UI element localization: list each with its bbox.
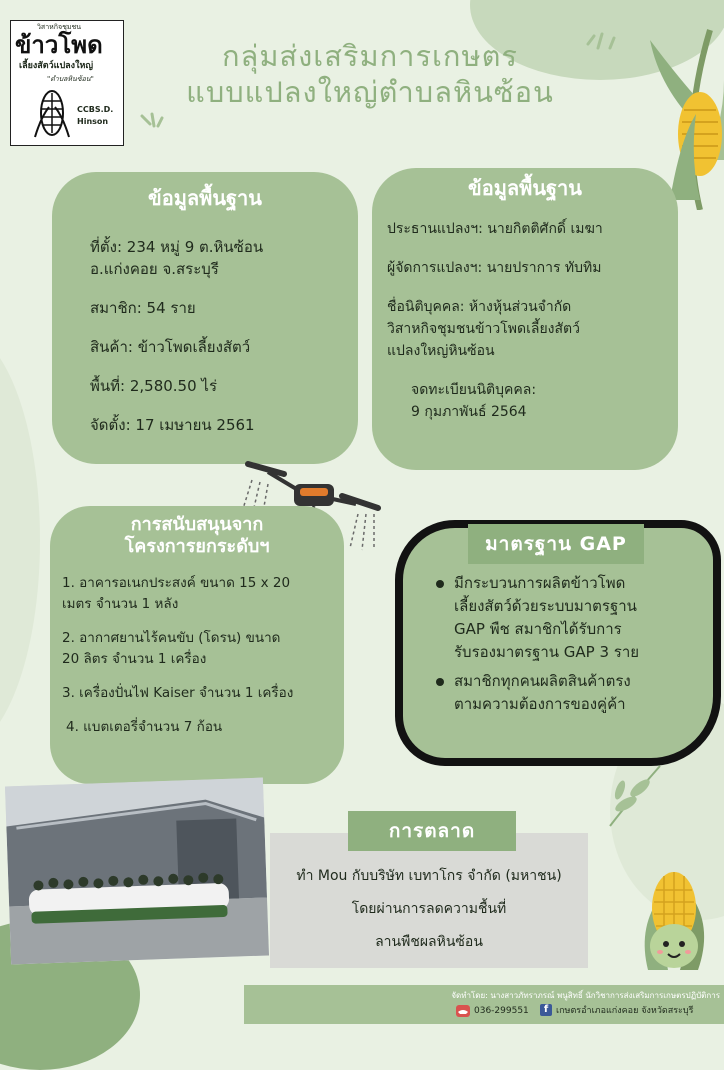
gap-bullets <box>432 572 692 722</box>
footer-facebook: เกษตรอำเภอแก่งคอย จังหวัดสระบุรี <box>556 1006 694 1016</box>
gap-bullet: มีกระบวนการผลิตข้าวโพด เลี้ยงสัตว์ด้วยระบบมาตรฐาน GAP พืช สมาชิกได้รับการ รับรองมาตรฐาน GAP 3 ราย <box>432 572 692 664</box>
group-logo <box>10 20 124 146</box>
logo-line1: วิสาหกิจชุมชน <box>37 23 81 31</box>
corn-mascot-icon <box>628 860 718 982</box>
corn-logo-icon <box>31 87 73 139</box>
support-title: การสนับสนุนจาก โครงการยกระดับฯ <box>124 514 270 557</box>
group-photo <box>5 778 269 965</box>
basic-info-left-text: ที่ตั้ง: 234 หมู่ 9 ต.หินซ้อน อ.แก่งคอย จ.สระบุรี สมาชิก: 54 ราย สินค้า: ข้าวโพดเลี้ยงสัตว์ พื้นที่: 2,580.50 ไร่ จัดตั้ง: 17 เมษายน 2561 <box>90 238 264 434</box>
gap-title: มาตรฐาน GAP <box>468 524 644 564</box>
logo-line4: "ตำบลหินซ้อน" <box>47 75 94 83</box>
logo-line2: ข้าวโพด <box>15 31 103 59</box>
page-title: กลุ่มส่งเสริมการเกษตร แบบแปลงใหญ่ตำบลหินซ้อน <box>186 39 554 109</box>
footer-prepared-by: จัดทำโดย: นางสาวภัทราภรณ์ พนูสิทธิ์ นักวิชาการส่งเสริมการเกษตรปฏิบัติการ <box>451 991 720 1000</box>
leaf-sprig-icon <box>600 760 670 834</box>
basic-info-right-title: ข้อมูลพื้นฐาน <box>468 176 582 200</box>
support-list: 1. อาคารอเนกประสงค์ ขนาด 15 x 20 เมตร จำนวน 1 หลัง 2. อากาศยานไร้คนขับ (โดรน) ขนาด 20 ลิตร จำนวน 1 เครื่อง 3. เครื่องปั่นไฟ Kaiser จำนวน 1 เครื่อง 4. แบตเตอรี่จำนวน 7 ก้อน <box>62 575 294 735</box>
marketing-text: ทำ Mou กับบริษัท เบทาโกร จำกัด (มหาชน) โดยผ่านการลดความชื้นที่ ลานพืชผลหินซ้อน <box>296 868 562 950</box>
background-blob-left <box>0 330 40 750</box>
basic-info-right-text: ประธานแปลงฯ: นายกิตติศักดิ์ เมฆา ผู้จัดการแปลงฯ: นายปราการ ทับทิม ชื่อนิติบุคคล: ห้างหุ้นส่วนจำกัด วิสาหกิจชุมชนข้าวโพดเลี้ยงสัตว์ แปลงใหญ่หินซ้อน จดทะเบียนนิติบุคคล: 9 กุมภาพันธ์ 2564 <box>387 221 603 420</box>
facebook-icon: f <box>540 1004 552 1016</box>
marketing-title: การตลาด <box>348 811 516 851</box>
sparkle-marks-icon <box>138 112 168 138</box>
logo-line6: Hinson <box>77 117 109 126</box>
basic-info-left-title: ข้อมูลพื้นฐาน <box>148 186 262 210</box>
logo-line3: เลี้ยงสัตว์แปลงใหญ่ <box>19 61 94 71</box>
footer-phone: 036-299551 <box>474 1006 529 1016</box>
gap-bullet: สมาชิกทุกคนผลิตสินค้าตรง ตามความต้องการของคู่ค้า <box>432 670 692 716</box>
logo-line5: CCBS.D. <box>77 105 114 114</box>
phone-icon <box>456 1005 470 1017</box>
